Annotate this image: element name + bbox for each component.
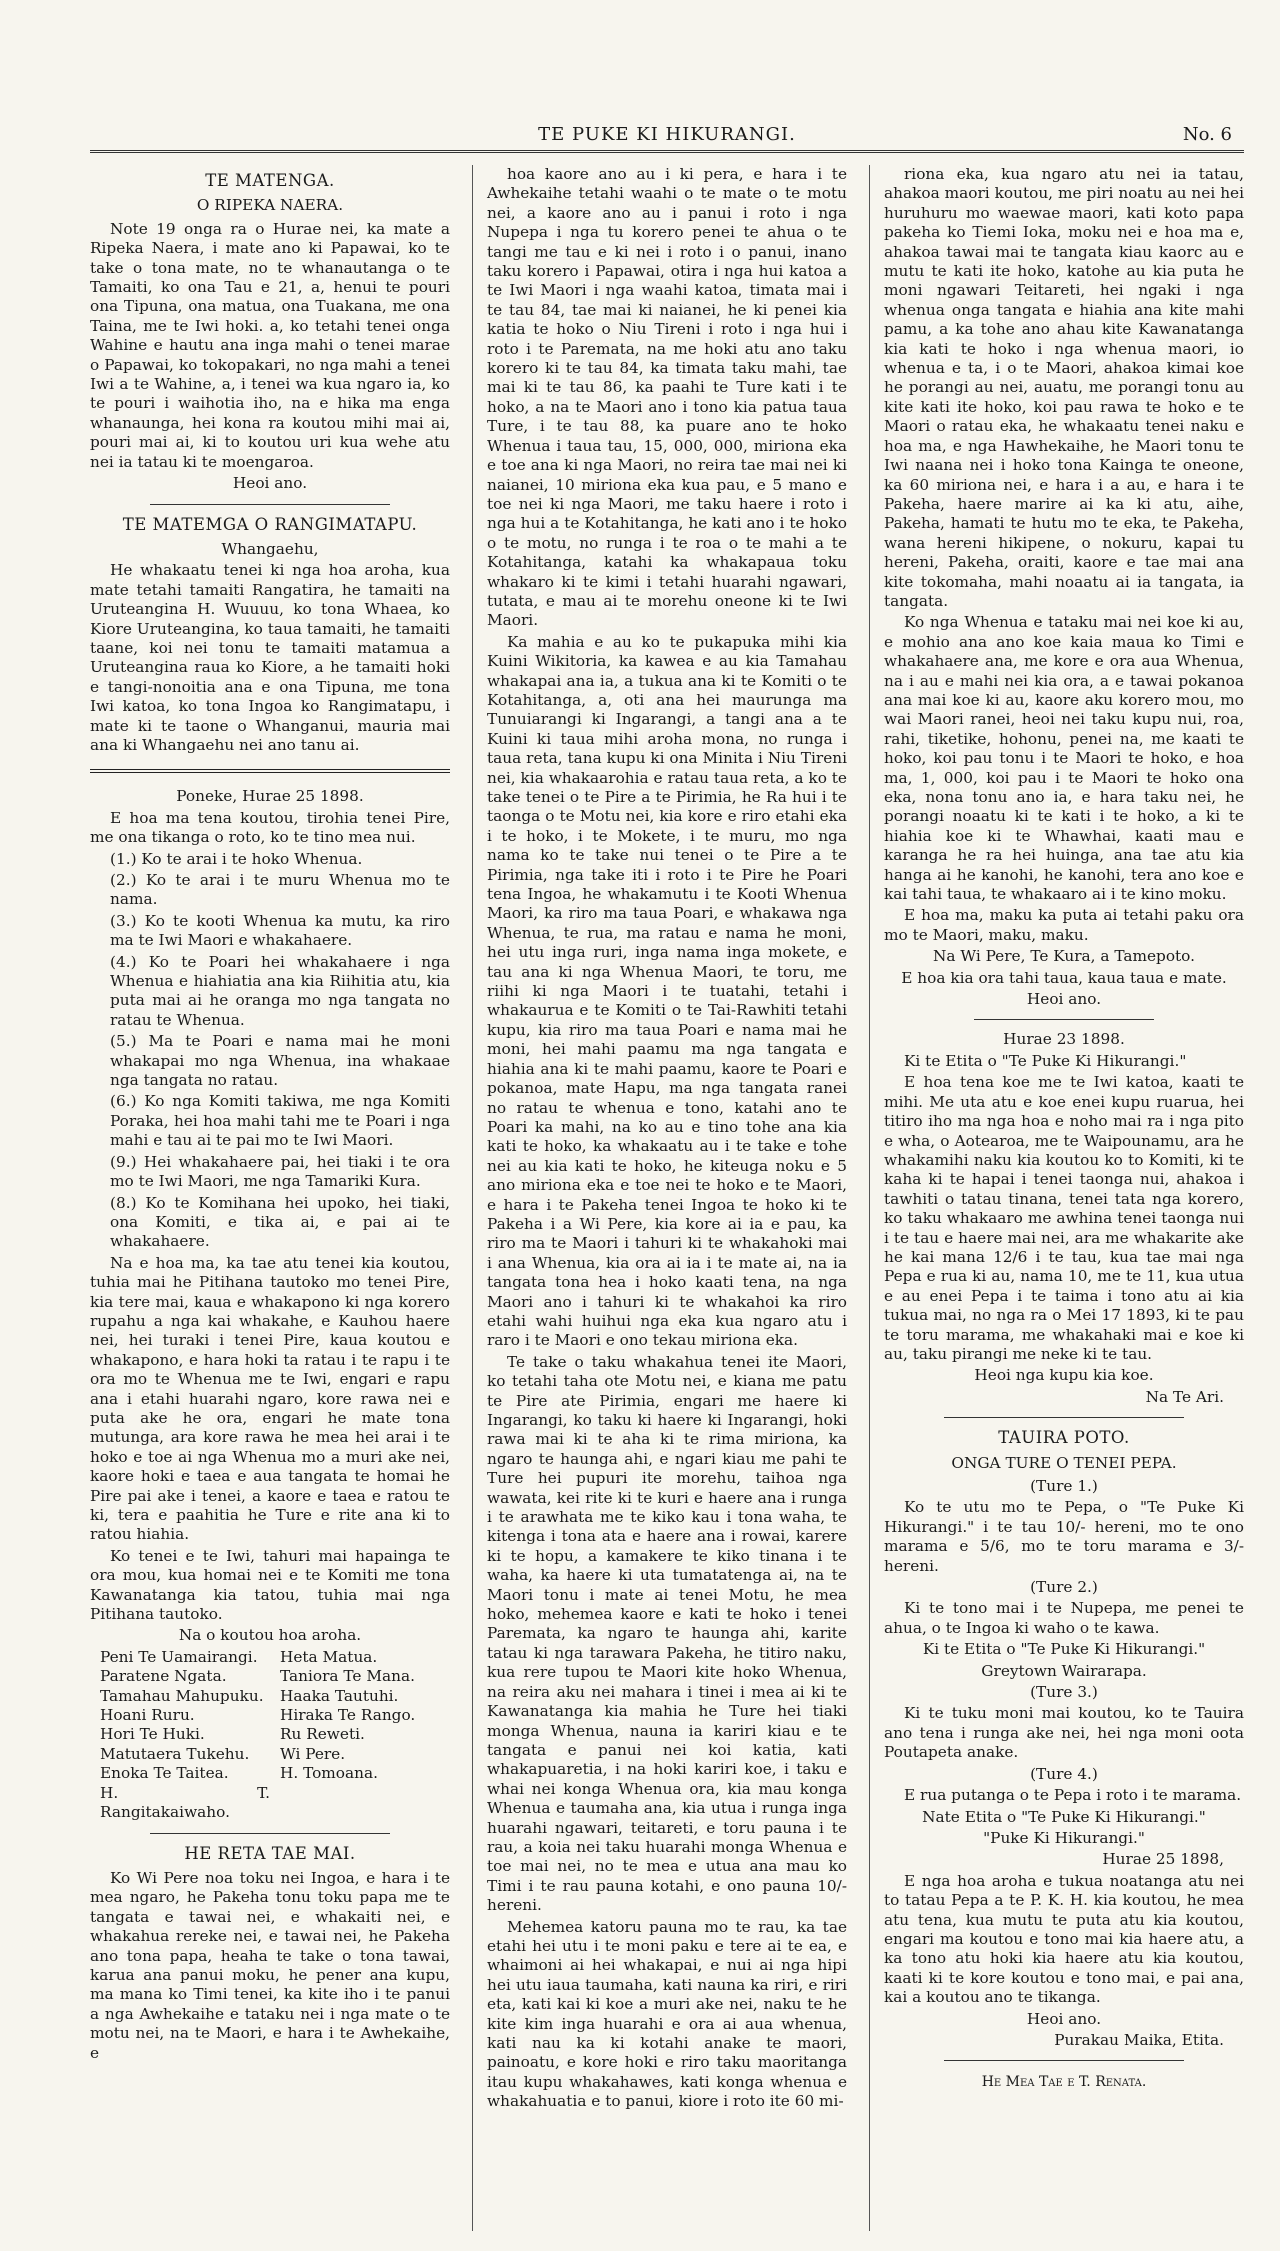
bill-item: (5.) Ma te Poari e nama mai he moni whakapai mo nga Whenua, ina whakaae nga tangata no ratau. — [110, 1032, 450, 1090]
obituary-title: TE MATENGA. — [205, 171, 335, 190]
columns — [90, 165, 1244, 2231]
thick-divider — [90, 769, 450, 773]
column-1 — [90, 165, 450, 2231]
divider — [944, 1417, 1184, 1418]
signatory — [280, 1784, 450, 1823]
signatory: Peni Te Uamairangi. — [100, 1647, 258, 1666]
signatory: Hiraka Te Rango. — [280, 1706, 416, 1725]
column-2 — [472, 165, 847, 2231]
rules-subtitle: ONGA TURE O TENEI PEPA. — [951, 1453, 1177, 1472]
bill-item: (9.) Hei whakahaere pai, hei tiaki i te ora mo te Iwi Maori, me nga Tamariki Kura. — [110, 1152, 450, 1191]
article-paragraph: riona eka, kua ngaro atu nei ia tatau, ahakoa maori koutou, me piri noatu au nei hei huruhuru mo waewae maori, kati koto papa pakeha ko Tiemi Ioka, moku nei e hoa ma e, ahakoa tawai mai te tangata kiau kaorc au e mutu te kati ite hoko, katohe au kia puta he moni ngawari Teitareti, hei ngaki i nga whenua onga tangata e hiahia ana kite mahi pamu, a ka tohe ano ahau kite Kawanatanga kia kati te hoko i nga whenua maori, io whenua e ta, i o te Maori, ahakoa kimai koe he porangi au nei, auatu, me porangi tonu au kite kati ite hoko, koi pau rawa te hoko e te Maori o ratau eka, he whakaatu tenei naku e hoa ma, e nga Hawhekaihe, he Maori tonu te Iwi naana nei i hoko tona Kainga te oneone, ka 60 miriona nei, e hara i a au, e hara i te Pakeha, haere marire ai ka ki atu, aihe, Pakeha, hamati te hutu mo te eka, te Pakeha, wana hereni hikipene, o nokuru, kapai tu hereni, Pakeha, oraiti, kaore e tae mai ana kite tokomaha, mahi noaatu ai ia tangata, ia tangata. — [884, 165, 1244, 610]
letter-body: E hoa tena koe me te Iwi katoa, kaati te mihi. Me uta atu e koe enei kupu ruarua, hei titiro iho ma nga hoa e noho mai ra i nga pito e wha, o Aotearoa, me te Waipounamu, ara he whakamihi naku kia koutou ko to Komiti, ki te kaha ki te hapai i tenei taonga nui, ahakoa i tawhiti o tatau tinana, tenei tata nga korero, ko taku whakaaro me awhina tenei taonga nui i te tau e haere mai nei, ara me whakarite ake he kai mana 12/6 i te tau, kua tae mai nga Pepa e rua ki au, nama 10, me te 11, kua utua e au enei Pepa i te taima i tono atu ai kia tukua mai, no nga ra o Mei 17 1893, ki te pau te toru marama, me whakahaki mai e koe ki au, taku pirangi me neke ki te tau. — [884, 1073, 1244, 1363]
masthead-rule — [90, 150, 1244, 153]
signature: Na Te Ari. — [1145, 1387, 1224, 1406]
signatory: Hoani Ruru. — [100, 1706, 195, 1725]
signatory: Wi Pere. — [280, 1744, 346, 1763]
signatory: Ru Reweti. — [280, 1725, 365, 1744]
signatory: Enoka Te Taitea. — [100, 1764, 229, 1783]
printer-imprint: He Mea Tae e T. Renata. — [981, 2074, 1147, 2091]
bill-item: (4.) Ko te Poari hei whakahaere i nga Whenua e hiahiatia ana kia Riihitia atu, kia puta mai ai he oranga mo nga tangata no ratau te Whenua. — [110, 952, 450, 1029]
signatory: Paratene Ngata. — [100, 1667, 227, 1686]
rule-heading: (Ture 3.) — [1030, 1683, 1098, 1702]
letter-body: Na e hoa ma, ka tae atu tenei kia koutou, tuhia mai he Pitihana tautoko mo tenei Pire, kia tere mai, kaua e whakapono ki nga korero rupahu a nga kai whakahe, e Kauhou haere nei, hei turaki i tenei Pire, kaua koutou e whakapono, e hara hoki ta ratau i te rapu i te ora mo te Whenua me te Iwi, engari e rapu ana i etahi huarahi ngaro, kore rawa nei e puta ake he ora, engari he mate tona mutunga, ara kore rawa he mea hei arai i te hoko e toe ai nga Whenua mo a muri ake nei, kaore hoki e taea e aua tangata te homai he Pire pai ake i tenei, a kaore e taea e ratou te ki, tera e paahitia he Ture e rite ana ki to ratou hiahia. — [90, 1253, 450, 1544]
notice-signoff: Heoi ano. — [1026, 2009, 1102, 2028]
dateline: Hurae 23 1898. — [1003, 1030, 1125, 1049]
obituary-subtitle: O RIPEKA NAERA. — [196, 196, 344, 215]
masthead — [90, 118, 1244, 152]
rule-text: Ki te tono mai i te Nupepa, me penei te ahua, o te Ingoa ki waho o te kawa. — [884, 1599, 1244, 1637]
obituary-2-place: Whangaehu, — [221, 539, 319, 558]
bill-item: (1.) Ko te arai i te hoko Whenua. — [110, 849, 363, 868]
rule-text: Ko te utu mo te Pepa, o "Te Puke Ki Hikurangi." i te tau 10/- hereni, mo te ono marama e 5/6, mo te toru marama e 3/- hereni. — [884, 1498, 1244, 1575]
rule-text: Ki te tuku moni mai koutou, ko te Tauira ano tena i runga ake nei, hei nga moni oota Poutapeta anake. — [884, 1704, 1244, 1762]
notice-body: E nga hoa aroha e tukua noatanga atu nei to tatau Pepa a te P. K. H. kia koutou, he mea atu tena, kua mutu te puta atu kia koutou, engari ma koutou e tono mai kia haere atu, a ka tono atu hoki kia haere atu kia koutou, kaati ki te kore koutou e tono mai, e pai ana, kai a koutou ano te tikanga. — [884, 1871, 1244, 2007]
letter-salutation: Ki te Etita o "Te Puke Ki Hikurangi." — [904, 1051, 1187, 1070]
letter-section-title: HE RETA TAE MAI. — [184, 1843, 356, 1863]
divider — [150, 504, 390, 505]
rule-address: Ki te Etita o "Te Puke Ki Hikurangi." — [922, 1640, 1206, 1659]
letter-closing: Na o koutou hoa aroha. — [178, 1626, 362, 1645]
bill-item: (8.) Ko te Komihana hei upoko, hei tiaki, ona Komiti, e tika ai, e pai ai te whakahaere. — [110, 1193, 450, 1251]
letter-section-body: Ko Wi Pere noa toku nei Ingoa, e hara i te mea ngaro, he Pakeha tonu toku papa me te tangata e tawai nei, e whakaiti nei, e whakahua rereke nei, e tawai nei, he Pakeha ano tona papa, heaha te take o tona tawai, karua ana panui moku, he pener ana kupu, ma mana ko Timi tenei, ka kite iho i te panui a nga Awhekaihe e tataku nei i nga mate o te motu nei, na te Maori, e hara i te Awhekaihe, e — [90, 1868, 450, 2062]
signatory: Taniora Te Mana. — [280, 1667, 415, 1686]
notice-title: "Puke Ki Hikurangi." — [983, 1828, 1145, 1847]
obituary-2-title: TE MATEMGA O RANGIMATAPU. — [122, 514, 418, 534]
issue-number: No. 6 — [1182, 124, 1232, 145]
farewell: E hoa kia ora tahi taua, kaua taua e mate. — [901, 968, 1227, 987]
signatory: H. Tomoana. — [280, 1764, 378, 1783]
obituary-body: Note 19 onga ra o Hurae nei, ka mate a Ripeka Naera, i mate ano ki Papawai, ko te take o tona mate, no te whanautanga o te Tamaiti, ko ona Tau e 21, a, henui te pouri ona Tipuna, ona matua, ona Tuakana, me ona Taina, me te Iwi hoki. a, ko tetahi tenei onga Wahine e hautu ana inga mahi o tenei marae o Papawai, ko tokopakari, no nga mahi a tenei Iwi a te Wahine, a, i tenei wa kua ngaro ia, ko te pouri i waihotia iho, na e hika ma enga whanaunga, hei kona ra koutou mihi mai ai, pouri mai ai, ki to koutou uri kua wehe atu nei ia tatau ki te moengaroa. — [90, 219, 450, 471]
signoff: Heoi ano. — [1026, 990, 1102, 1009]
rule-heading: (Ture 4.) — [1030, 1764, 1098, 1783]
letter-intro: E hoa ma tena koutou, tirohia tenei Pire, me ona tikanga o roto, ko te tino mea nui. — [90, 808, 450, 847]
article-paragraph: Ko nga Whenua e tataku mai nei koe ki au, e mohio ana ano koe kaia maua ko Timi e whakahaere ana, me kore e ora aua Whenua, na i au e mahi nei kia ora, a e tawai pokanoa ana mai koe ki au, kaore aku korero mou, mo wai Maori ranei, heoi nei taku kupu nui, roa, rahi, tiketike, hohonu, penei na, me kaati te hoko, koi pau tonu i te Maori te hoko, e hoa ma, 1, 000, koi pau i te Maori te hoko ona eka, nona tonu ano ia, e hara taku nei, he porangi noaatu ki te kati i te hoko, a ki te hiahia koe ki te Whawhai, kaati mau e karanga he ra hei huinga, ana tae atu kia hanga ai he kanohi, he kanohi, tera ano koe e kai tahi taua, te whakaaro ai i te kino moku. — [884, 613, 1244, 904]
article-paragraph: Te take o taku whakahua tenei ite Maori, ko tetahi taha ote Motu nei, e kiana me patu te Pire ate Pirimia, engari me haere ki Ingarangi, ko taku ki haere ki Ingarangi, hoki rawa mai ki te aha ki te rima miriona, ka ngaro te haunga ahi, e ngari kiau me pahi te Ture hei pupuri ite morehu, taihoa nga wawata, kei rite ki te kuri e haere ana i runga i te arawhata me te kiko kau i tona waha, te kitenga i tona ata e haere ana i rowai, karere ki te hopu, a kamakere te kiko tinana i te waha, ka haere ki uta tumatatenga ai, na te Maori tonu i mate ai tenei Motu, he mea hoko, mehemea kaore e kati te hoko i tenei Paremata, ka ngaro te haunga ahi, karite tatau ki nga tarawara Pakeha, he titiro naku, kua rere tupou te Maori kite hoko Whenua, na reira aku nei mahara i tinei i mea ai ki te Kawanatanga kia mahia he Ture hei tiaki monga Whenua, nauna ia kariri kiau e te tangata e panui nei koi katia, kati whakapuaretia, i na hoki kariri koe, i taku e whai nei konga Whenua ora, kia mau konga Whenua e taumaha ana, kia utua i runga inga huarahi ngawari, teitareti, e toru pauna i te rau, a koia nei taku huarahi monga Whenua e toe mai nei, no te mea e utua ana mau ko Timi i te rau pauna kotahi, e ono pauna 10/- hereni. — [487, 1352, 847, 1915]
signature: Na Wi Pere, Te Kura, a Tamepoto. — [933, 947, 1195, 966]
signatory-list — [90, 1648, 450, 1823]
obituary-2-body: He whakaatu tenei ki nga hoa aroha, kua mate tetahi tamaiti Rangatira, he tamaiti na Uruteangina H. Wuuuu, ko tona Whaea, ko Kiore Uruteangina, ko taua tamaiti, he tamaiti taane, koi nei tonu te tamaiti matamua a Uruteangina raua ko Kiore, a he tamaiti hoki e tangi-nonoitia ana e ona Tipuna, me tona Iwi katoa, ko tona Ingoa ko Rangimatapu, i mate ki te taone o Whanganui, mauria mai ana ki Whangaehu nei ano tanu ai. — [90, 561, 450, 754]
article-paragraph: Mehemea katoru pauna mo te rau, ka tae etahi hei utu i te moni paku e tere ai te ea, e whaimoni ai hei whakapai, e nui ai nga hipi hei utu iaua taumaha, kati nauna ka riri, e riri eta, kati kai ki koe a muri ake nei, naku te he kite kim inga huarahi e ora ai aua whenua, kati nau ka ki kotahi anake te maori, painoatu, e kore hoki e riro taku maoritanga itau kupu whakahawes, kati konga whenua e whakahuatia e to panui, kiore i roto ite 60 mi- — [487, 1917, 847, 2111]
article-paragraph: Ka mahia e au ko te pukapuka mihi kia Kuini Wikitoria, ka kawea e au kia Tamahau whakapai ana ia, a tukua ana ki te Komiti o te Kotahitanga, a, oti ana hei maurunga ma Tunuiarangi ki Ingarangi, a tangi ana a te Kuini ki taua mihi aroha mona, no runga i taua reta, tana kupu ki ona Minita i Niu Tireni nei, kia whakaarohia e ratau taua reta, a ko te take tenei o te Pire a te Pirimia, he Ra hui i te taonga o te Motu nei, kia kore e riro etahi eka i te hoko, i te Mokete, i te muru, mo nga nama ko te take nui tenei o te Pire a te Pirimia, nga take iti i roto i te Pire he Poari tena Ingoa, he whakamutu i te Kooti Whenua Maori, ka riro ma taua Poari, e whakawa nga Whenua, te rua, ma ratau e nama he moni, hei utu inga ruri, inga nama inga mokete, e tau ana ki nga Whenua Maori, te toru, me riihi ki nga Maori i te tuatahi, tetahi i whakaurua e te Komiti o te Tai-Rawhiti tetahi kupu, kia riro ma taua Poari e nama mai he moni, hei mahi paamu ma nga tangata e hiahia ana ki te mahi paamu, kaore te Poari e pokanoa, mate Hapu, ma nga tangata ranei no ratau te whenua e tono, katahi ano te Poari ka mahi, na ko au e tino tohe ana kia kati te hoko, ka whakaatu au i te take e tohe nei au kia kati te hoko, he kiteuga noku e 5 ano miriona eka e toe nei te hoko e te Maori, e hara i te Pakeha tenei Ingoa te hoko ki te Pakeha i a Wi Pere, kia kore ai ia e pau, ka riro ma te Maori i tahuri ki te whakahoki mai i ana Whenua, kia ora ai ia i te mate ai, na ia tangata tona hea i hoko kaati tena, na nga Maori ano i tahuri ki te whakahoi ka riro etahi wahi huihui nga eka kua ngaro atu i raro i te Maori e ono tekau miriona eka. — [487, 632, 847, 1350]
article-paragraph: E hoa ma, maku ka puta ai tetahi paku ora mo te Maori, maku, maku. — [884, 906, 1244, 944]
signatory: H. T. Rangitakaiwaho. — [100, 1783, 270, 1822]
rule-place: Greytown Wairarapa. — [981, 1661, 1147, 1680]
column-3 — [869, 165, 1244, 2231]
signatory: Heta Matua. — [280, 1647, 378, 1666]
rule-heading: (Ture 1.) — [1030, 1477, 1098, 1495]
signatory: Matutaera Tukehu. — [100, 1744, 250, 1763]
notice-date: Hurae 25 1898, — [1102, 1850, 1224, 1869]
signoff: Heoi nga kupu kia koe. — [974, 1366, 1154, 1385]
newspaper-title: TE PUKE KI HIKURANGI. — [538, 124, 796, 145]
divider — [150, 1833, 390, 1834]
rule-signature: Nate Etita o "Te Puke Ki Hikurangi." — [922, 1807, 1206, 1826]
divider — [974, 1019, 1154, 1020]
rules-title: TAUIRA POTO. — [998, 1428, 1130, 1448]
letter-dateline: Poneke, Hurae 25 1898. — [176, 787, 364, 806]
rule-text: E rua putanga o te Pepa i roto i te marama. — [904, 1786, 1242, 1805]
divider — [944, 2060, 1184, 2061]
notice-signature: Purakau Maika, Etita. — [1054, 2030, 1224, 2049]
letter-body: Ko tenei e te Iwi, tahuri mai hapainga te ora mou, kua homai nei e te Komiti me tona Kawanatanga kia tatou, tuhia mai nga Pitihana tautoko. — [90, 1546, 450, 1624]
signatory: Hori Te Huki. — [100, 1725, 205, 1744]
signatory: Tamahau Mahupuku. — [100, 1686, 264, 1705]
article-paragraph: hoa kaore ano au i ki pera, e hara i te Awhekaihe tetahi waahi o te mate o te motu nei, a kaore ano au i panui i roto i nga Nupepa i nga tu korero penei te ahua o te tangi me tau e ki nei i roto i o panui, inano taku korero i Papawai, otira i nga hui katoa a te Iwi Maori i nga waahi katoa, timata mai i te tau 84, tae mai ki naianei, he ki penei kia katia te hoko o Niu Tireni i roto i nga hui i roto i te Paremata, na me hoki atu ano taku korero ki te tau 84, ka timata taku mahi, tae mai ki te tau 86, ka paahi te Ture kati i te hoko, a na te Maori ano i tono kia patua taua Ture, i te tau 88, ka puare ano te hoko Whenua i taua tau, 15, 000, 000, miriona eka e toe ana ki nga Maori, no reira tae mai nei ki naianei, 10 miriona eka kua pau, e 5 mano e toe nei ki nga Maori, me taku haere i roto i nga hui a te Kotahitanga, he kati ano i te hoko o te motu, no runga i te roa o te mahi a te Kotahitanga, katahi ka whakapaua toku whakaro ki te kimi i tetahi huarahi ngawari, tutata, e mau ai te morehu oneone ki te Iwi Maori. — [487, 165, 847, 630]
rule-heading: (Ture 2.) — [1030, 1578, 1098, 1597]
bill-item: (6.) Ko nga Komiti takiwa, me nga Komiti Poraka, hei hoa mahi tahi me te Poari i nga mahi e tau ai te pai mo te Iwi Maori. — [110, 1092, 450, 1150]
signatory: Haaka Tautuhi. — [280, 1686, 399, 1705]
obituary-signoff: Heoi ano. — [232, 474, 308, 493]
bill-item: (2.) Ko te arai i te muru Whenua mo te nama. — [110, 871, 450, 909]
bill-item: (3.) Ko te kooti Whenua ka mutu, ka riro ma te Iwi Maori e whakahaere. — [110, 911, 450, 950]
